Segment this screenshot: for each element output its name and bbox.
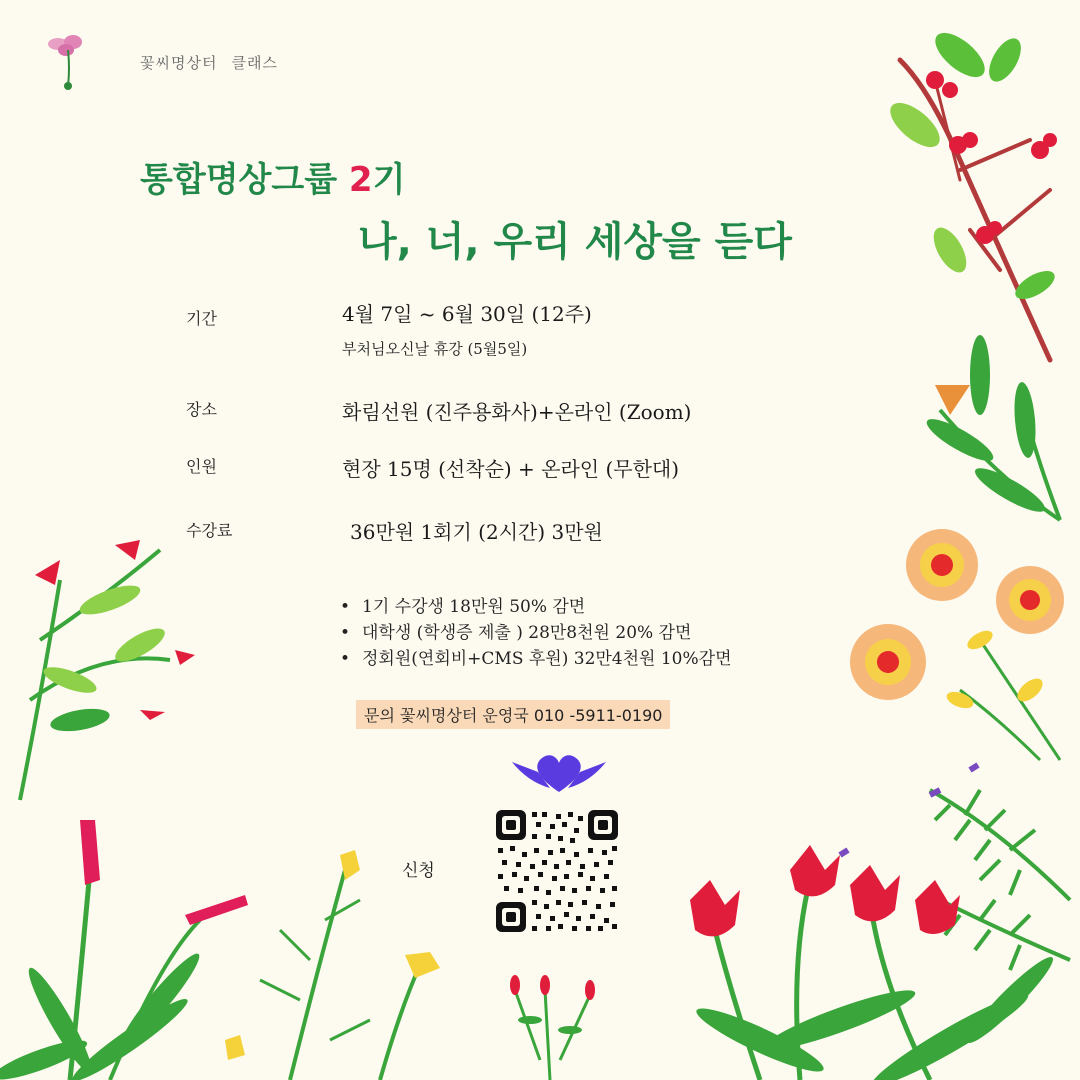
program-title-prefix: 통합명상그룹 — [140, 160, 349, 200]
carnation-illustration — [510, 975, 595, 1080]
apply-label: 신청 — [402, 861, 435, 881]
fern-illustration — [930, 790, 1070, 970]
people-label: 인원 — [186, 457, 217, 476]
yellow-wildflower-illustration — [225, 850, 440, 1080]
orange-flowers-illustration — [850, 529, 1064, 760]
place-label: 장소 — [186, 400, 217, 419]
fee-label: 수강료 — [186, 521, 233, 540]
people-value: 현장 15명 (선착순) + 온라인 (무한대) — [342, 457, 680, 481]
red-spike-illustration — [0, 820, 248, 1080]
brand-title: 꽃씨명상터 — [140, 54, 218, 72]
contact-info: 문의 꽃씨명상터 운영국 010 -5911-0190 — [356, 700, 670, 729]
program-title-suffix: 기 — [372, 160, 406, 200]
green-leaves-illustration — [922, 335, 1060, 520]
brand-suffix: 클래스 — [231, 54, 278, 72]
brand-name — [140, 52, 278, 73]
berry-branch-illustration — [883, 25, 1059, 360]
discount-item: • 정회원(연회비+CMS 후원) 32만4천원 10%감면 — [340, 644, 732, 665]
period-label: 기간 — [186, 309, 217, 328]
program-title-number: 2 — [348, 160, 373, 200]
bud-branch-illustration — [20, 540, 195, 800]
fee-value: 36만원 1회기 (2시간) 3만원 — [350, 520, 603, 544]
period-note: 부처님오신날 휴강 (5월5일) — [342, 340, 528, 358]
discount-list — [340, 592, 732, 670]
place-value: 화림선원 (진주용화사)+온라인 (Zoom) — [342, 400, 692, 424]
discount-item: • 1기 수강생 18만원 50% 감면 — [340, 592, 732, 613]
qr-code[interactable] — [494, 808, 620, 934]
flower-seed-logo — [40, 28, 100, 94]
program-subtitle: 나, 너, 우리 세상을 듣다 — [358, 219, 792, 265]
program-title — [140, 152, 405, 201]
heart-icon — [508, 748, 610, 798]
period-value: 4월 7일 ~ 6월 30일 (12주) — [342, 302, 592, 326]
discount-item: • 대학생 (학생증 제출 ) 28만8천원 20% 감면 — [340, 618, 732, 639]
